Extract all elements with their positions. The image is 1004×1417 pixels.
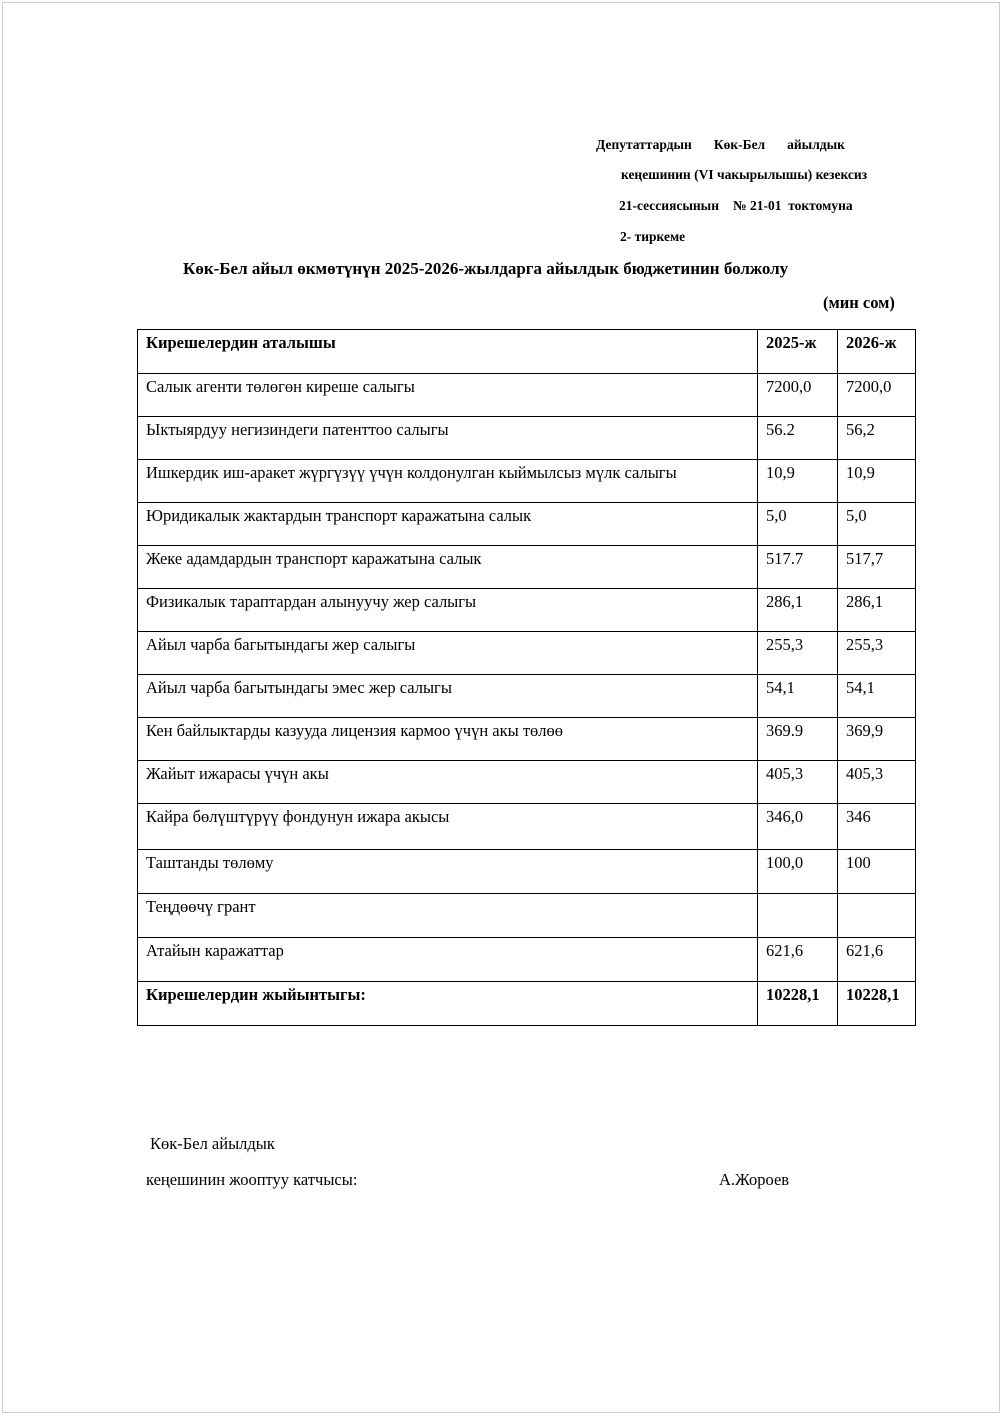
table-total-row [138,982,916,1026]
row-name: Жайыт ижарасы үчүн акы [138,761,758,804]
table-row [138,460,916,503]
document-title: Көк-Бел айыл өкмөтүнүн 2025-2026-жылдарга айылдык бюджетинин болжолу [183,259,789,278]
row-value-2025: 517.7 [758,546,838,589]
table-row [138,761,916,804]
approval-line-4: 2- тиркеме [620,229,686,244]
row-name: Атайын каражаттар [138,938,758,982]
approval-line-2: кеңешинин (VI чакырылышы) кезексиз [621,167,868,182]
row-value-2026: 100 [838,850,916,894]
row-value-2026: 56,2 [838,417,916,460]
row-name: Ыктыярдуу негизиндеги патенттоо салыгы [138,417,758,460]
row-value-2025: 10,9 [758,460,838,503]
row-value-2026: 517,7 [838,546,916,589]
row-name: Салык агенти төлөгөн киреше салыгы [138,374,758,417]
approval-line-1: Депутаттардын Көк-Бел айылдык [596,137,845,152]
row-value-2025: 100,0 [758,850,838,894]
row-name: Кен байлыктарды казууда лицензия кармоо үчүн акы төлөө [138,718,758,761]
row-name: Жеке адамдардын транспорт каражатына салык [138,546,758,589]
row-value-2026 [838,894,916,938]
signature-line-2: кеңешинин жооптуу катчысы: [146,1170,358,1189]
row-value-2026: 621,6 [838,938,916,982]
row-name: Айыл чарба багытындагы жер салыгы [138,632,758,675]
table-row [138,589,916,632]
row-value-2026: 286,1 [838,589,916,632]
row-value-2026: 255,3 [838,632,916,675]
row-value-2026: 10,9 [838,460,916,503]
row-value-2025: 7200,0 [758,374,838,417]
table-row [138,503,916,546]
signatory-name: А.Жороев [719,1170,790,1189]
row-value-2026: 7200,0 [838,374,916,417]
row-value-2026: 54,1 [838,675,916,718]
row-name: Физикалык тараптардан алынуучу жер салыгы [138,589,758,632]
row-value-2025: 621,6 [758,938,838,982]
row-name: Таштанды төлөму [138,850,758,894]
total-2025: 10228,1 [758,982,838,1026]
row-value-2025: 54,1 [758,675,838,718]
header-2026: 2026-ж [838,330,916,374]
header-2025: 2025-ж [758,330,838,374]
row-value-2026: 405,3 [838,761,916,804]
table-header-row [138,330,916,374]
table-row [138,804,916,850]
approval-line-3: 21-сессиясынын № 21-01 токтомуна [619,198,853,213]
row-value-2026: 369,9 [838,718,916,761]
signature-line-1: Көк-Бел айылдык [150,1134,275,1153]
row-value-2025: 56.2 [758,417,838,460]
table-row [138,632,916,675]
total-2026: 10228,1 [838,982,916,1026]
row-name: Юридикалык жактардын транспорт каражатына салык [138,503,758,546]
row-value-2026: 5,0 [838,503,916,546]
table-row [138,894,916,938]
table-row [138,850,916,894]
row-value-2025: 405,3 [758,761,838,804]
header-name: Кирешелердин аталышы [138,330,758,374]
units-label: (мин сом) [823,293,895,312]
table-row [138,374,916,417]
table-row [138,675,916,718]
row-value-2026: 346 [838,804,916,850]
row-name: Кайра бөлүштүрүү фондунун ижара акысы [138,804,758,850]
row-value-2025: 255,3 [758,632,838,675]
row-name: Айыл чарба багытындагы эмес жер салыгы [138,675,758,718]
row-value-2025: 5,0 [758,503,838,546]
table-row [138,718,916,761]
row-value-2025 [758,894,838,938]
row-name: Теңдөөчү грант [138,894,758,938]
row-value-2025: 286,1 [758,589,838,632]
total-label: Кирешелердин жыйынтыгы: [138,982,758,1026]
row-name: Ишкердик иш-аракет жүргүзүү үчүн колдонулган кыймылсыз мүлк салыгы [138,460,758,503]
row-value-2025: 346,0 [758,804,838,850]
table-row [138,938,916,982]
row-value-2025: 369.9 [758,718,838,761]
table-row [138,417,916,460]
revenue-table [137,329,916,1026]
table-row [138,546,916,589]
